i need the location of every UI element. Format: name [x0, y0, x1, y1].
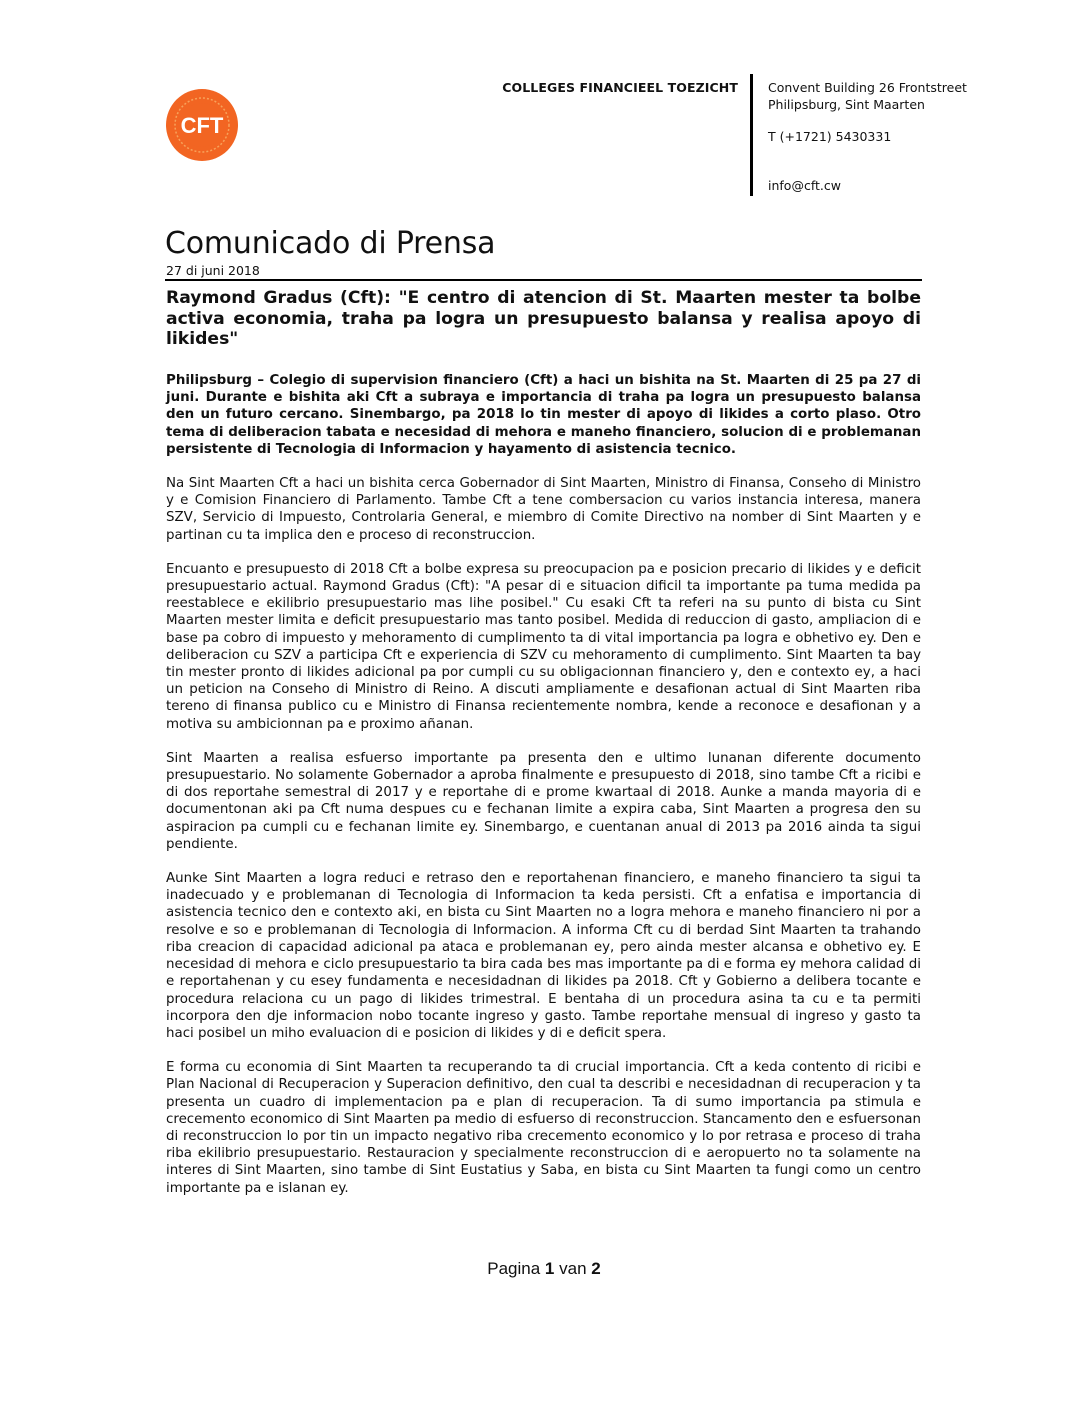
- of-label: van: [559, 1259, 587, 1278]
- article-body: [166, 372, 921, 1214]
- org-name: COLLEGES FINANCIEEL TOEZICHT: [502, 80, 738, 95]
- publication-date: 27 di juni 2018: [166, 263, 260, 278]
- page-label: Pagina: [487, 1259, 541, 1278]
- phone-number: T (+1721) 5430331: [768, 129, 892, 144]
- headline: Raymond Gradus (Cft): "E centro di atencion di St. Maarten mester ta bolbe activa economia, traha pa logra un presupuesto balansa y realisa apoyo di likides": [166, 288, 921, 350]
- page-footer: [0, 1259, 1088, 1279]
- page-number: 1: [544, 1259, 555, 1278]
- body-paragraph: Encuanto e presupuesto di 2018 Cft a bolbe expresa su preocupacion pa e posicion precario di likides y e deficit presupuestario actual. Raymond Gradus (Cft): "A pesar di e situacion dificil ta importante pa tuma medida pa reestablece e ekilibrio presupuestario mas lihe posibel." Cu esaki Cft ta referi na su punto di bista cu Sint Maarten mester limita e deficit presupuestario mas tanto posibel. Medida di reduccion di gasto, ampliacion di e base pa cobro di impuesto y mehoramento di cumplimento ta di vital importancia pa logra e obhetivo ey. Den e deliberacion cu SZV a participa Cft e experiencia di SZV cu mehoramento di cumplimento. Sint Maarten ta bay tin mester pronto di likides adicional pa por cumpli cu su obligacionnan financiero y, den e contexto ey, a haci un peticion na Conseho di Ministro di Reino. A discuti ampliamente e desafionan actual di Sint Maarten riba tereno di finansa publico cu e Ministro di Finansa recientemente nombra, kende a reconoce e desafionan y a motiva su ambicionnan pa e proximo añanan.: [166, 561, 921, 732]
- lead-paragraph: Philipsburg – Colegio di supervision financiero (Cft) a haci un bishita na St. Maarten di 25 pa 27 di juni. Durante e bishita aki Cft a subraya e importancia di traha pa logra un presupuesto balansa den un futuro cercano. Sinembargo, pa 2018 lo tin mester di apoyo di likides a corto plaso. Otro tema di deliberacion tabata e necesidad di mehora e maneho financiero, solucion di e problemanan persistente di Tecnologia di Informacion y hayamento di asistencia tecnico.: [166, 373, 921, 457]
- body-paragraph: E forma cu economia di Sint Maarten ta recuperando ta di crucial importancia. Cft a keda contento di ricibi e Plan Nacional di Recuperacion y Superacion definitivo, den cual ta describi e necesidadnan di recuperacion y ta presenta un cuadro di implementacion pa e plan di recuperacion. Ta di sumo importancia pa stimula e crecemento economico di Sint Maarten pa medio di esfuerso di reconstruccion. Stancamento den e esfuersonan di reconstruccion lo por tin un impacto negativo riba crecemento economico y lo por retrasa e proceso di traha riba ekilibrio presupuestario. Restauracion y specialmente reconstruccion di e aeropuerto no ta solamente na interes di Sint Maarten, sino tambe di Sint Eustatius y Saba, en bista cu Sint Maarten ta fungi como un centro importante pa e islanan ey.: [166, 1060, 921, 1196]
- title-divider: [165, 279, 922, 281]
- body-paragraph: Aunke Sint Maarten a logra reduci e retraso den e reportahenan financiero, e maneho financiero ta sigui ta inadecuado y e problemanan di Tecnologia di Informacion ta keda persisti. Cft a enfatisa e importancia di asistencia tecnico den e contexto aki, en bista cu Sint Maarten no a logra mehora e maneho financiero ni por a resolve e so e problemanan di Tecnologia di Informacion. A informa Cft cu di berdad Sint Maarten ta trahando riba creacion di capacidad adicional pa ataca e problemanan ey, pero ainda mester alcansa e obhetivo ey. E necesidad di mehora e ciclo presupuestario ta bira cada bes mas importante pa di e forma ey mehora calidad di e reportahenan y cu esey fundamenta e necesidadnan di likides pa 2018. Cft y Gobierno a delibera tocante e procedura relaciona cu un pago di likides trimestral. E bentaha di un procedura asina ta cu e ta permiti incorpora den dje informacion nobo tocante ingreso y gasto. Tambe reportahe mensual di ingreso y gasto ta haci posibel un miho evaluacion di e posicion di likides y di e deficit spera.: [166, 871, 921, 1041]
- cft-logo: [165, 88, 239, 162]
- body-paragraph: Na Sint Maarten Cft a haci un bishita cerca Gobernador di Sint Maarten, Ministro di Finansa, Conseho di Ministro y e Comision Financiero di Parlamento. Tambe Cft a tene combersacion cu varios instancia interesa, manera SZV, Servicio di Impuesto, Controlaria General, e miembro di Comite Directivo na nomber di Sint Maarten y e partinan cu ta implica den e proceso di reconstruccion.: [166, 476, 921, 543]
- address-line-1: Convent Building 26 Frontstreet: [768, 80, 967, 95]
- address-line-2: Philipsburg, Sint Maarten: [768, 96, 925, 112]
- email-address: info@cft.cw: [768, 177, 841, 193]
- header-divider: [750, 74, 753, 196]
- logo-text: CFT: [180, 113, 224, 138]
- contact-block: [768, 80, 967, 194]
- body-paragraph: Sint Maarten a realisa esfuerso importante pa presenta den e ultimo lunanan diferente documento presupuestario. No solamente Gobernador a aproba finalmente e presupuesto di 2018, sino tambe Cft a ricibi e di dos reportahe semestral di 2017 y e reportahe di e prome kwartaal di 2018. Aunke a manda mayoria di e documentonan aki pa Cft numa despues cu e fechanan limite a expira caba, Sint Maarten a progresa den su aspiracion pa cumpli cu e fechanan limite ey. Sinembargo, e cuentanan anual di 2013 pa 2016 ainda ta sigui pendiente.: [166, 750, 921, 852]
- page-title: Comunicado di Prensa: [165, 226, 496, 261]
- page-total: 2: [591, 1259, 601, 1278]
